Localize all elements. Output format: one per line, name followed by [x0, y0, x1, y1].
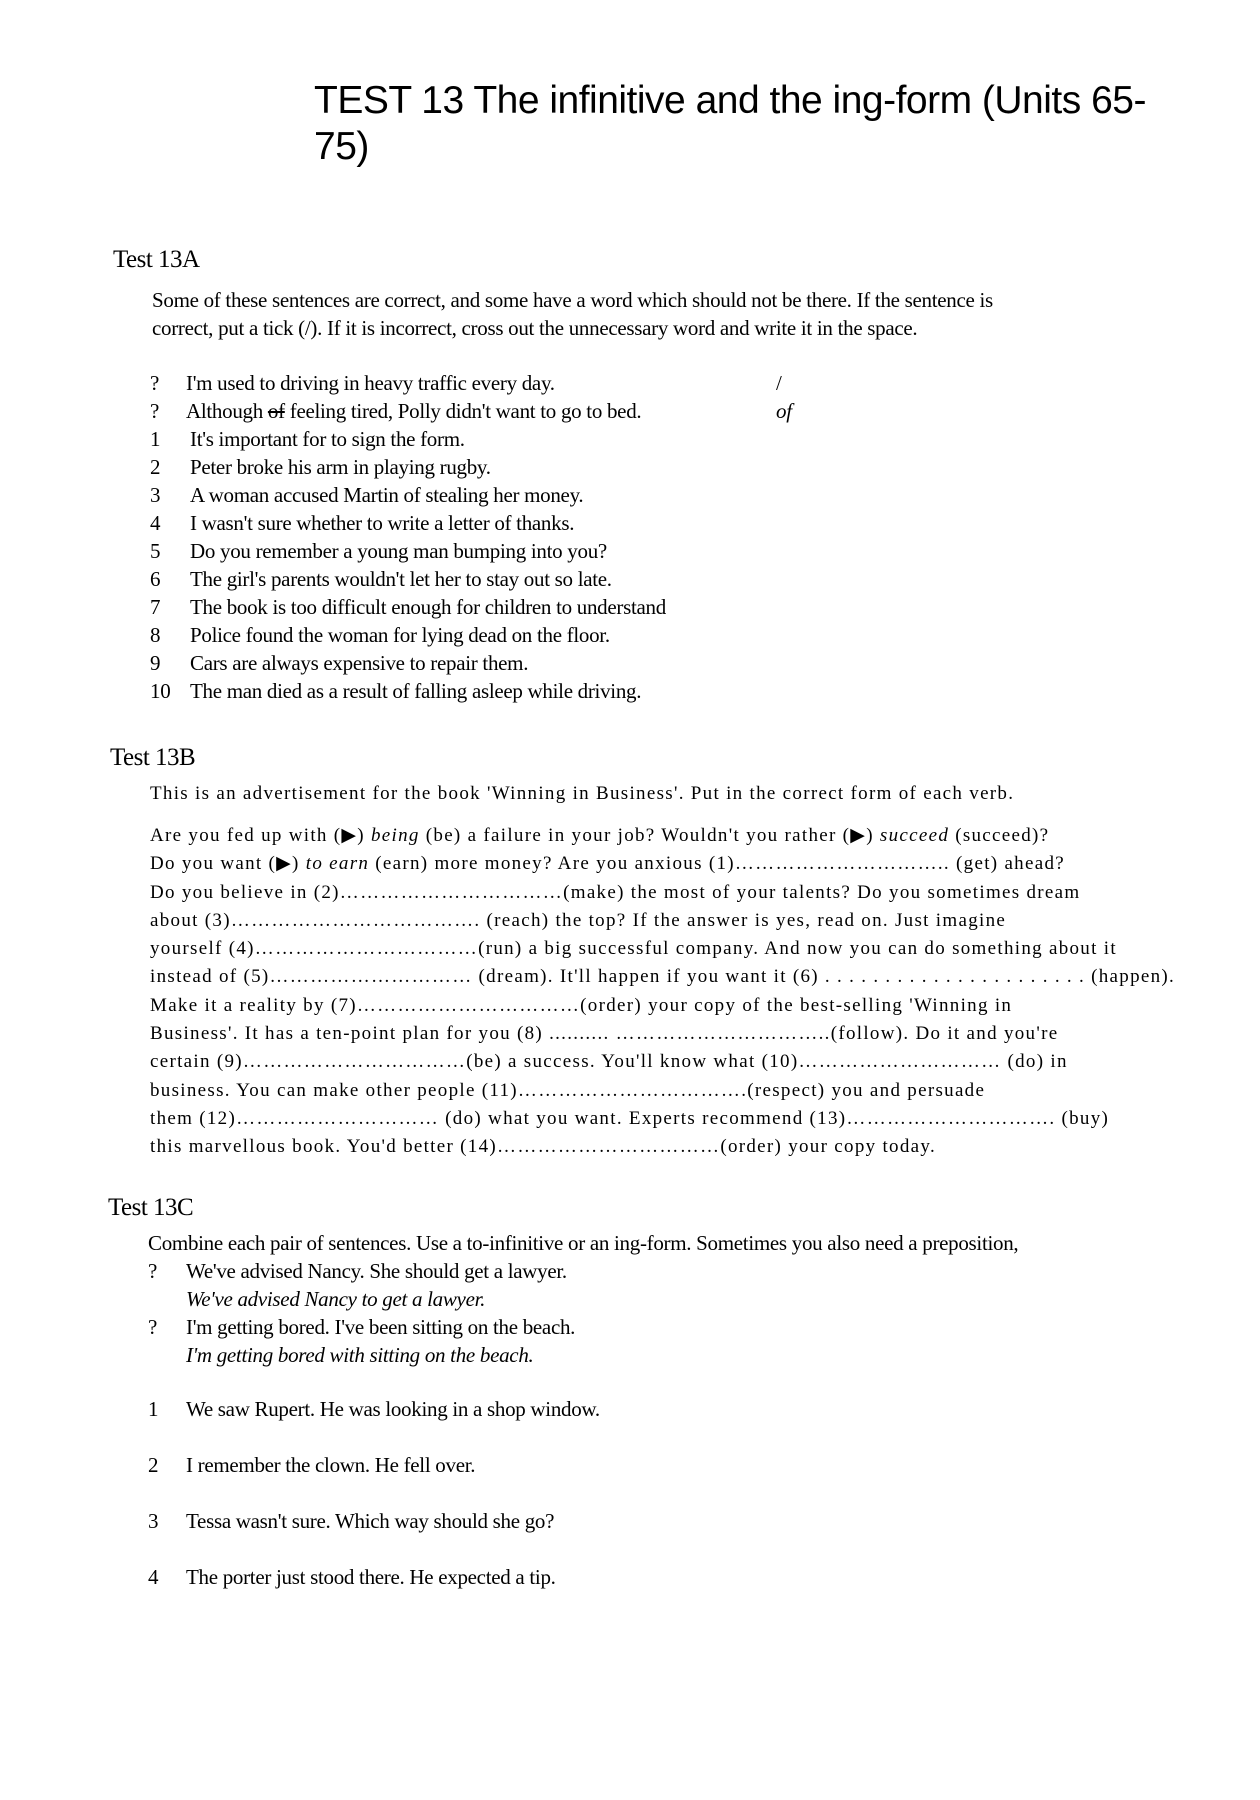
item-text: It's important for to sign the form.	[190, 427, 465, 451]
item-number: 8	[150, 623, 161, 647]
paragraph-line	[150, 822, 1175, 850]
list-item	[150, 425, 1050, 453]
item-text: I'm used to driving in heavy traffic every day.	[186, 371, 555, 395]
item-text: I'm getting bored. I've been sitting on the beach.	[186, 1315, 576, 1339]
text-part: instead of (5)………………………… (dream). It'll happen if you want it (6) . . . . . . . . . . . . . . . . . . . . . . (happen).	[150, 966, 1176, 988]
list-item	[148, 1507, 1048, 1535]
list-item	[150, 677, 1050, 705]
answer: of	[776, 399, 792, 423]
text-part: business. You can make other people (11)…………………………….(respect) you and persuade	[150, 1079, 986, 1101]
advertisement-paragraph	[150, 822, 1175, 1162]
item-number: 4	[150, 511, 161, 535]
example-row	[150, 397, 1050, 425]
paragraph-line	[150, 963, 1175, 991]
item-text: Police found the woman for lying dead on the floor.	[190, 623, 610, 647]
example-answer: We've advised Nancy to get a lawyer.	[186, 1287, 486, 1311]
instruction-line: Some of these sentences are correct, and some have a word which should not be there. If the sentence is	[152, 288, 993, 312]
item-text: Peter broke his arm in playing rugby.	[190, 455, 491, 479]
list-item	[148, 1563, 1048, 1591]
item-number: 7	[150, 595, 161, 619]
test-13a-heading: Test 13A	[113, 246, 200, 273]
text-part: (succeed)?	[949, 825, 1050, 846]
text-part: (earn) more money? Are you anxious (1)………………………….. (get) ahead?	[369, 853, 1065, 875]
example-answer: being	[371, 825, 420, 846]
item-text: The book is too difficult enough for children to understand	[190, 595, 666, 619]
text-part: this marvellous book. You'd better (14)……………………………(order) your copy today.	[150, 1136, 936, 1158]
list-item	[150, 565, 1050, 593]
list-item	[150, 593, 1050, 621]
item-text: A woman accused Martin of stealing her money.	[190, 483, 584, 507]
paragraph-line	[150, 1048, 1175, 1076]
item-number: 2	[150, 455, 161, 479]
paragraph-line	[150, 992, 1175, 1020]
item-text: Tessa wasn't sure. Which way should she go?	[186, 1509, 555, 1533]
item-number: ?	[148, 1259, 158, 1283]
example-row	[150, 369, 1050, 397]
item-text: I wasn't sure whether to write a letter of thanks.	[190, 511, 575, 535]
paragraph-line	[150, 1020, 1175, 1048]
test-13a-list	[150, 369, 1050, 705]
instruction-line: correct, put a tick (/). If it is incorrect, cross out the unnecessary word and write it in the space.	[152, 316, 918, 340]
paragraph-line	[150, 850, 1175, 878]
item-text: I remember the clown. He fell over.	[186, 1453, 476, 1477]
item-number: 3	[148, 1509, 159, 1533]
test-13a-instructions	[152, 286, 993, 342]
item-number: 9	[150, 651, 161, 675]
struck-word: of	[267, 399, 285, 423]
paragraph-line	[150, 1105, 1175, 1133]
text-part: about (3)………………………………. (reach) the top? If the answer is yes, read on. Just imagine	[150, 909, 1007, 931]
text-part: certain (9)……………………………(be) a success. You'll know what (10)………………………… (do) in	[150, 1051, 1068, 1073]
example-answer: I'm getting bored with sitting on the beach.	[186, 1343, 534, 1367]
list-item	[150, 621, 1050, 649]
item-text: Do you remember a young man bumping into you?	[190, 539, 607, 563]
answer: /	[776, 371, 782, 395]
item-number: 5	[150, 539, 161, 563]
text-part: yourself (4)……………………………(run) a big successful company. And now you can do something about it	[150, 938, 1117, 960]
test-13c-list	[148, 1257, 1048, 1591]
example-answer: succeed	[879, 825, 950, 846]
item-number: 3	[150, 483, 161, 507]
example-row	[148, 1257, 1048, 1313]
item-number: ?	[150, 399, 160, 423]
item-number: 4	[148, 1565, 159, 1589]
paragraph-line	[150, 935, 1175, 963]
paragraph-line	[150, 907, 1175, 935]
example-answer: to earn	[305, 853, 370, 875]
item-text: The man died as a result of falling asleep while driving.	[190, 679, 642, 703]
text-part: them (12)………………………… (do) what you want. Experts recommend (13)…………………………. (buy)	[150, 1107, 1110, 1129]
item-number: ?	[150, 371, 160, 395]
list-item	[150, 649, 1050, 677]
text-part: Although	[186, 399, 268, 423]
paragraph-line	[150, 1077, 1175, 1105]
item-text: We saw Rupert. He was looking in a shop window.	[186, 1397, 600, 1421]
list-item	[150, 537, 1050, 565]
item-text: We've advised Nancy. She should get a lawyer.	[186, 1259, 567, 1283]
item-text: The porter just stood there. He expected a tip.	[186, 1565, 556, 1589]
text-part: Make it a reality by (7)……………………………(order) your copy of the best-selling 'Winning in	[150, 994, 1013, 1016]
paragraph-line	[150, 879, 1175, 907]
item-number: 2	[148, 1453, 159, 1477]
page-title: TEST 13 The infinitive and the ing-form (Units 65-75)	[314, 79, 1146, 168]
text-part: Are you fed up with (▶)	[150, 825, 371, 846]
list-item	[148, 1451, 1048, 1479]
test-13c-heading: Test 13C	[108, 1194, 194, 1221]
text-part: Do you want (▶)	[150, 853, 306, 875]
item-number: 10	[150, 679, 171, 703]
list-item	[148, 1395, 1048, 1423]
text-part: (be) a failure in your job? Wouldn't you rather (▶)	[419, 825, 880, 846]
item-text: The girl's parents wouldn't let her to stay out so late.	[190, 567, 612, 591]
item-text: Cars are always expensive to repair them.	[190, 651, 529, 675]
item-text	[186, 397, 641, 425]
item-number: 6	[150, 567, 161, 591]
paragraph-line	[150, 1133, 1175, 1161]
text-part: feeling tired, Polly didn't want to go to bed.	[284, 399, 642, 423]
test-13b-heading: Test 13B	[110, 744, 196, 771]
list-item	[150, 509, 1050, 537]
item-number: 1	[150, 427, 161, 451]
test-13c-instruction: Combine each pair of sentences. Use a to-infinitive or an ing-form. Sometimes you also need a preposition,	[148, 1231, 1019, 1255]
item-number: ?	[148, 1315, 158, 1339]
list-item	[150, 453, 1050, 481]
list-item	[150, 481, 1050, 509]
example-row	[148, 1313, 1048, 1369]
text-part: Business'. It has a ten-point plan for you (8) .......... …………………………..(follow). Do it and you're	[150, 1023, 1059, 1045]
text-part: Do you believe in (2)……………………………(make) the most of your talents? Do you sometimes dream	[150, 881, 1081, 903]
test-13b-instruction: This is an advertisement for the book 'Winning in Business'. Put in the correct form of each verb.	[150, 783, 1015, 804]
item-number: 1	[148, 1397, 159, 1421]
